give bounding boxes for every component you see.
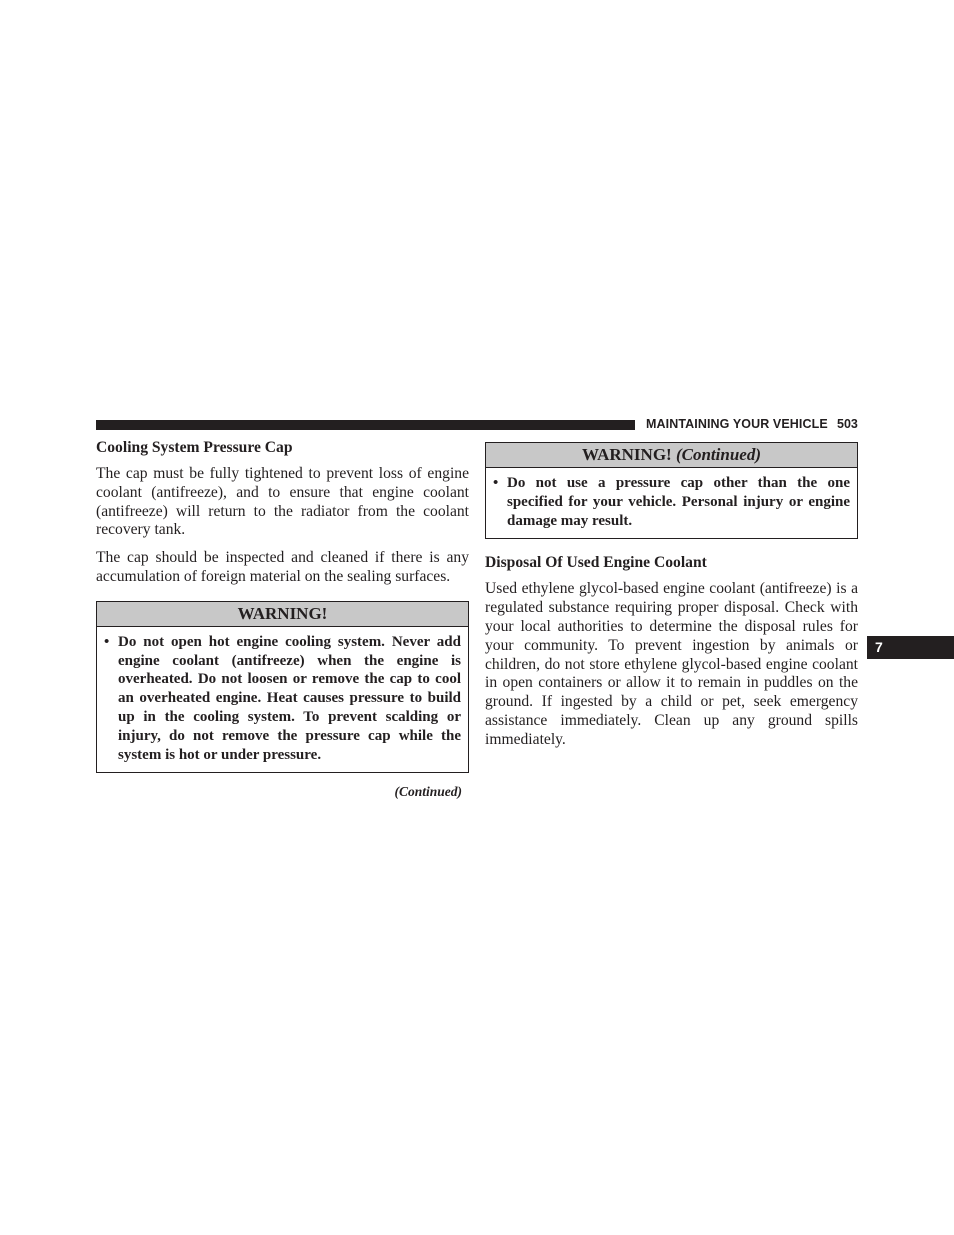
- paragraph: The cap must be fully tightened to prevent loss of engine coolant (antifreeze), and to ensure that engine coolant (antifreeze) will return to the radiator from the coolant recovery tank.: [96, 465, 469, 539]
- running-header-title: MAINTAINING YOUR VEHICLE: [646, 417, 828, 431]
- bullet-icon: •: [493, 475, 499, 491]
- warning-body: [97, 627, 468, 773]
- right-column: [485, 442, 858, 759]
- page-number: 503: [837, 417, 858, 431]
- warning-bullet-text: Do not use a pressure cap other than the one specified for your vehicle. Personal injury or engine damage may result.: [507, 475, 850, 529]
- warning-bullet-text: Do not open hot engine cooling system. Never add engine coolant (antifreeze) when the engine is overheated. Do not loosen or remove the cap to cool an overheated engine. Heat causes pressure to build up in the cooling system. To prevent scalding or injury, do not remove the pressure cap while the system is hot or under pressure.: [118, 633, 461, 763]
- warning-title: WARNING!: [97, 602, 468, 627]
- left-column: [96, 438, 469, 800]
- header-rule: [96, 420, 635, 430]
- warning-title: [486, 443, 857, 468]
- section-heading-coolant-disposal: Disposal Of Used Engine Coolant: [485, 554, 707, 572]
- chapter-tab: 7: [867, 636, 954, 659]
- warning-bullet: [104, 633, 461, 765]
- warning-box-continued: [485, 442, 858, 539]
- section-heading-pressure-cap: Cooling System Pressure Cap: [96, 439, 293, 456]
- paragraph: Used ethylene glycol-based engine coolant (antifreeze) is a regulated substance requiring proper disposal. Check with your local authorities to determine the disposal rules for your community. To prevent ingestion by animals or children, do not store ethylene glycol-based engine coolant in open containers or allow it to remain in puddles on the ground. If ingested by a child or pet, seek emergency assistance immediately. Clean up any ground spills immediately.: [485, 580, 858, 748]
- continued-note: (Continued): [394, 784, 462, 800]
- warning-bullet: [493, 474, 850, 530]
- warning-body: [486, 468, 857, 538]
- paragraph: The cap should be inspected and cleaned if there is any accumulation of foreign material on the sealing surfaces.: [96, 549, 469, 585]
- warning-title-continued: (Continued): [675, 445, 761, 464]
- warning-box: [96, 601, 469, 774]
- bullet-icon: •: [104, 633, 110, 650]
- warning-title-text: WARNING!: [581, 445, 672, 464]
